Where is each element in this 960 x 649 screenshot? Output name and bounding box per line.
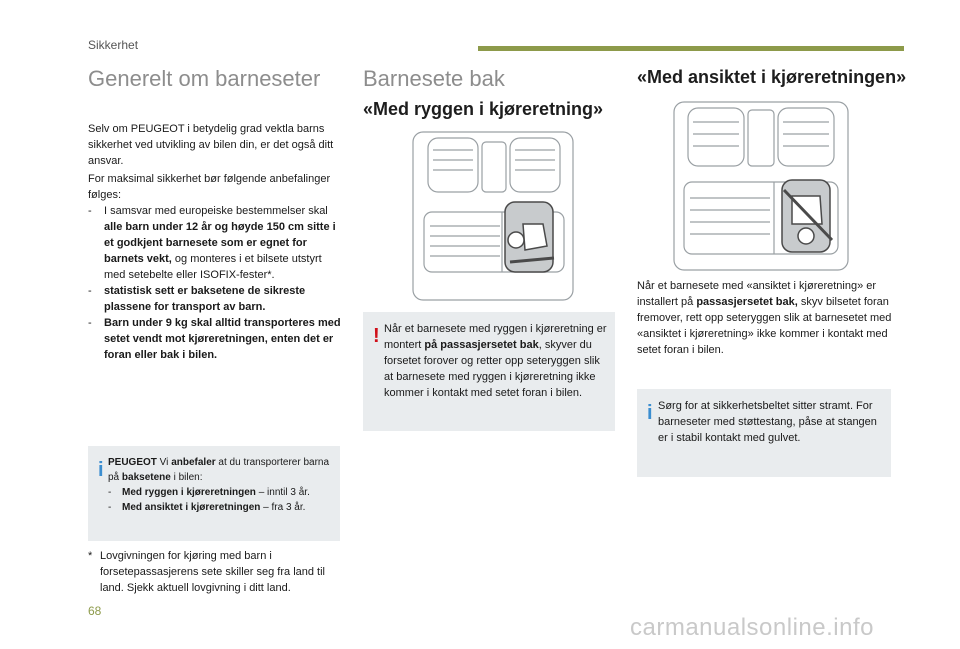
forward-facing-paragraph: Når et barnesete med «ansiktet i kjøreretning» er installert på passasjersetet bak, skyv bilsetet foran fremover, rett opp seteryggen slik at barnesetet med «ansiktet i kjøreretning» ikke kommer i kontakt med setet foran i bilen.	[637, 280, 892, 356]
section-label: Sikkerhet	[88, 38, 139, 52]
recommend-list	[88, 203, 346, 363]
info-box-belt	[637, 389, 891, 477]
list-item: - Barn under 9 kg skal alltid transporteres med setet vendt mot kjøreretningen, enten det er foran eller bak i bilen.	[88, 317, 341, 361]
page-number: 68	[88, 604, 102, 618]
info-box-recommendation	[88, 446, 340, 541]
warning-box-content: Når et barnesete med ryggen i kjøreretning er montert på passasjersetet bak, skyver du forsetet forover og retter opp seteryggen slik at barnesete med ryggen i kjøreretning ikke kommer i kontakt med setet foran i bilen.	[384, 323, 607, 399]
list-item: - statistisk sett er baksetene de sikreste plassene for transport av barn.	[88, 285, 306, 313]
info-icon: i	[647, 402, 653, 424]
footnote: * Lovgivningen for kjøring med barn i forsetepassasjerens sete skiller seg fra land til land. Sjekk aktuell lovgivning i ditt land.	[88, 550, 325, 594]
forward-facing-seat-diagram	[670, 100, 852, 272]
section-title-rear-seat: Barnesete bak	[363, 66, 505, 91]
page-title: Generelt om barneseter	[88, 66, 321, 91]
intro-paragraph: Selv om PEUGEOT i betydelig grad vektla barns sikkerhet ved utvikling av bilen din, er det også ditt ansvar.	[88, 123, 334, 167]
list-item: - I samsvar med europeiske bestemmelser skal alle barn under 12 år og høyde 150 cm sitte i et godkjent barnesete som er egnet for barnets vekt, og monteres i et bilsete utstyrt med setebelte eller ISOFIX-fester*.	[88, 205, 336, 281]
info-icon: i	[98, 459, 104, 481]
header-rule	[478, 46, 904, 51]
recommend-intro: For maksimal sikkerhet bør følgende anbefalinger følges:	[88, 173, 331, 201]
warning-icon: !	[373, 325, 380, 347]
subtitle-rear-facing: «Med ryggen i kjøreretning»	[363, 99, 604, 119]
subtitle-forward-facing: «Med ansiktet i kjøreretningen»	[637, 67, 907, 87]
info-box-content: PEUGEOT Vi anbefaler at du transporterer barna på baksetene i bilen: - Med ryggen i kjøreretningen – inntil 3 år. - Med ansiktet i kjøreretningen – fra 3 år.	[108, 457, 330, 513]
warning-box	[363, 312, 615, 431]
watermark: carmanualsonline.info	[630, 614, 874, 641]
rear-facing-seat-diagram	[410, 128, 578, 304]
info-box-belt-content: Sørg for at sikkerhetsbeltet sitter stramt. For barneseter med støttestang, påse at stangen er i stabil kontakt med gulvet.	[658, 400, 877, 444]
